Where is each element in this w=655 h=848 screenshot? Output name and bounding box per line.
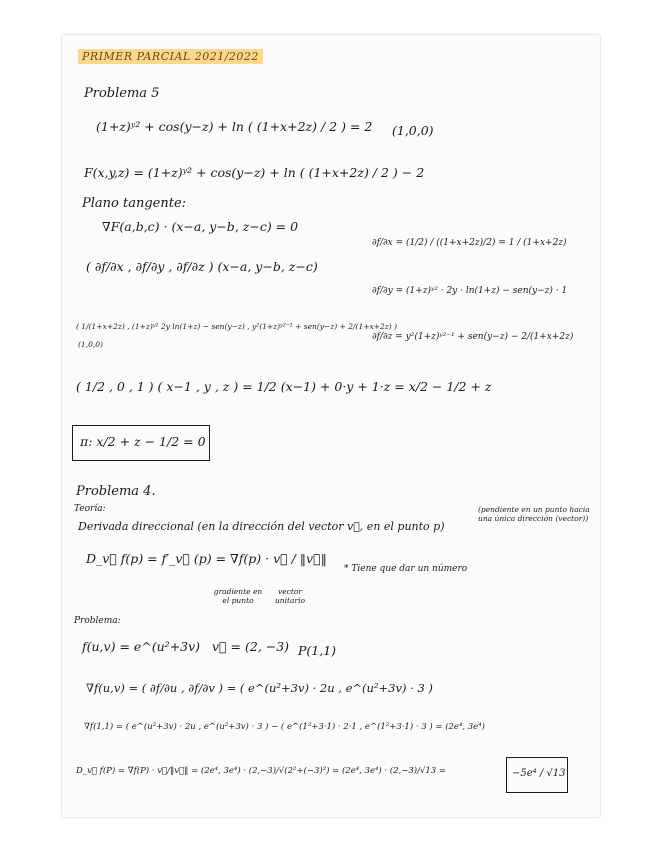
p4-problema-label: Problema: <box>74 616 121 626</box>
p4-note: * Tiene que dar un número <box>344 564 468 574</box>
p4-final-computation: D_v⃗ f(P) = ∇f(P) · v⃗/‖v⃗‖ = (2e⁴, 3e⁴) · (2,−3)/√(2²+(−3)²) = (2e⁴, 3e⁴) · (2,−3)/√13 = <box>76 766 447 776</box>
p4-definition-note: (pendiente en un punto hacia una única dirección (vector)) <box>478 505 590 523</box>
p5-dfdy: ∂f/∂y = (1+z)ʸ² · 2y · ln(1+z) − sen(y−z) · 1 <box>372 286 568 296</box>
exam-title: PRIMER PARCIAL 2021/2022 <box>78 49 263 64</box>
p4-final-answer: −5e⁴ / √13 <box>512 768 566 779</box>
p4-directional-formula: D_v⃗ f(p) = f′_v⃗ (p) = ∇f(p) · v⃗ / ‖v⃗‖ <box>86 551 327 566</box>
p5-eval-point: (1,0,0) <box>78 340 103 349</box>
p4-unit-vector-label: vector unitario <box>274 587 306 605</box>
p5-dfdz: ∂f/∂z = y²(1+z)ʸ²⁻¹ + sen(y−z) − 2/(1+x+2z) <box>372 332 574 342</box>
p5-vector-line: ( 1/(1+x+2z) , (1+z)ʸ² 2y ln(1+z) − sen(y−z) , y²(1+z)ʸ²⁻¹ + sen(y−z) + 2/(1+x+2z) ) <box>76 322 397 331</box>
p4-P-definition: P(1,1) <box>298 643 337 658</box>
p5-plano-label: Plano tangente: <box>82 196 187 211</box>
p5-gradient-equation: ∇F(a,b,c) · (x−a, y−b, z−c) = 0 <box>102 219 299 234</box>
p4-f-definition: f(u,v) = e^(u²+3v) <box>82 639 201 654</box>
p4-v-definition: v⃗ = (2, −3) <box>212 639 290 654</box>
problem-4-heading: Problema 4. <box>76 484 156 499</box>
p5-partials-vector: ( ∂f/∂x , ∂f/∂y , ∂f/∂z ) (x−a, y−b, z−c) <box>86 259 318 274</box>
notebook-page <box>62 35 600 817</box>
p4-gradient-at-point: ∇f(1,1) = ( e^(u²+3v) · 2u , e^(u²+3v) · 3 ) − ( e^(1²+3·1) · 2·1 , e^(1²+3·1) · 3 ) = (2e⁴, 3e⁴) <box>84 722 485 732</box>
problem-5-heading: Problema 5 <box>84 86 160 101</box>
p4-definition: Derivada direccional (en la dirección del vector v⃗, en el punto p) <box>78 520 445 533</box>
p5-equation: (1+z)ʸ² + cos(y−z) + ln ( (1+x+2z) / 2 ) = 2 <box>96 119 373 134</box>
p5-result-line: ( 1/2 , 0 , 1 ) ( x−1 , y , z ) = 1/2 (x−1) + 0·y + 1·z = x/2 − 1/2 + z <box>76 379 492 394</box>
p4-gradient-label: gradiente en el punto <box>213 587 263 605</box>
p4-teoria-label: Teoría: <box>74 504 106 514</box>
p4-gradient-uv: ∇f(u,v) = ( ∂f/∂u , ∂f/∂v ) = ( e^(u²+3v) · 2u , e^(u²+3v) · 3 ) <box>86 681 433 695</box>
p5-dfdx: ∂f/∂x = (1/2) / ((1+x+2z)/2) = 1 / (1+x+2z) <box>372 238 567 248</box>
p5-plane-answer: π: x/2 + z − 1/2 = 0 <box>80 434 206 449</box>
p5-point: (1,0,0) <box>392 123 434 138</box>
p5-function-F: F(x,y,z) = (1+z)ʸ² + cos(y−z) + ln ( (1+x+2z) / 2 ) − 2 <box>84 165 425 180</box>
